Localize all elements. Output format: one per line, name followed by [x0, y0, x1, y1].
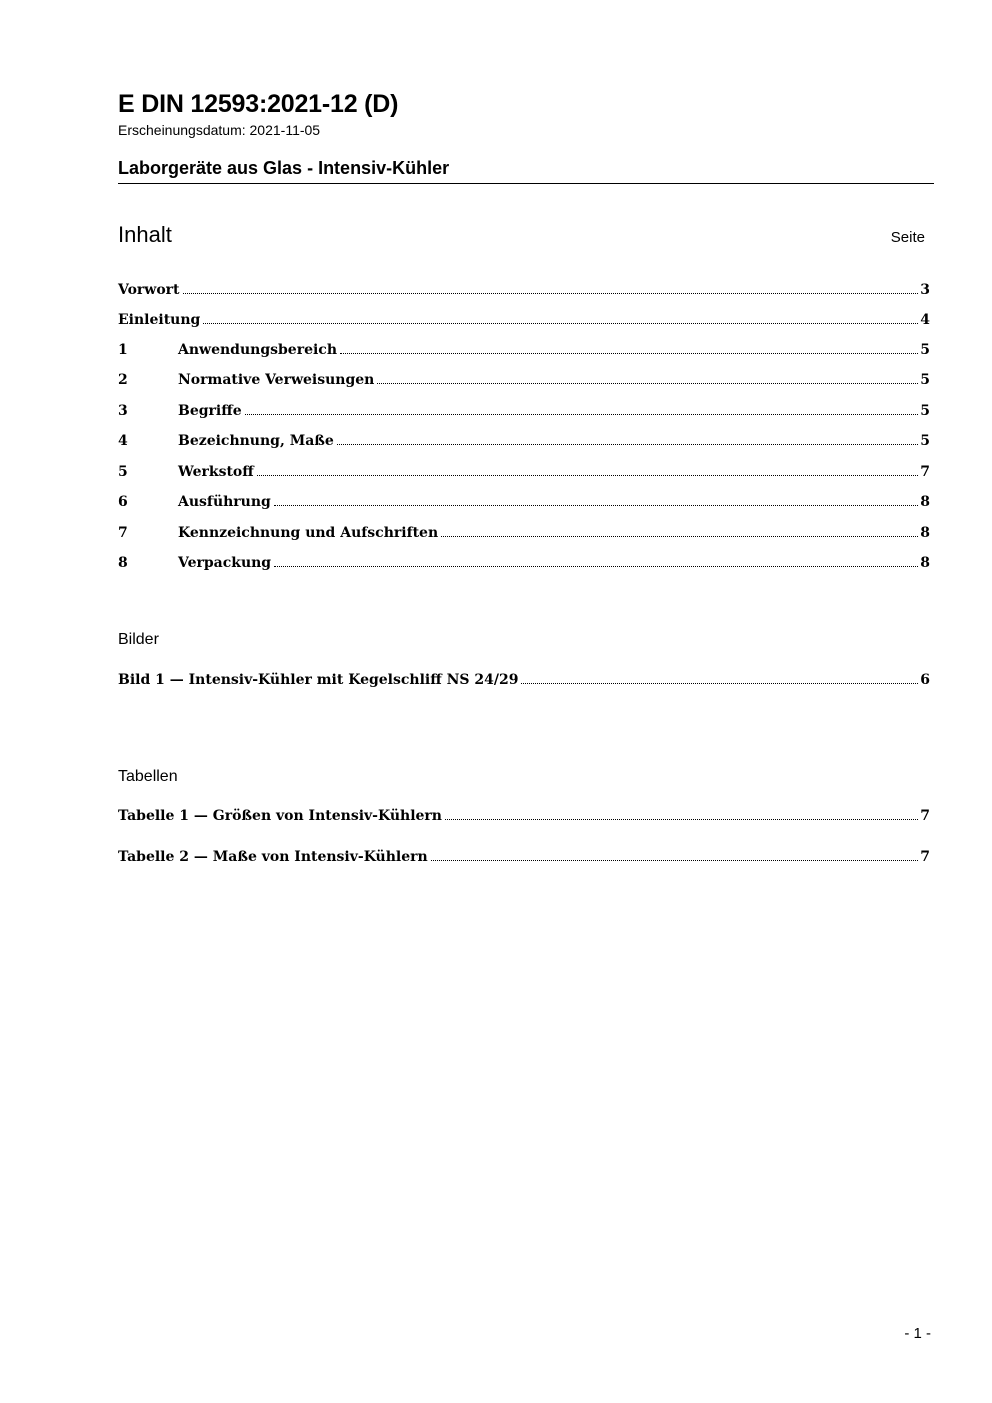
toc-entry-number: 8	[118, 555, 128, 571]
dot-leader	[257, 474, 919, 476]
toc-entry-page: 8	[920, 525, 930, 541]
toc-entry-page: 5	[920, 433, 930, 449]
page-column-label: Seite	[890, 229, 925, 246]
publication-date: Erscheinungsdatum: 2021-11-05	[118, 122, 321, 138]
table-entry-2[interactable]	[118, 848, 930, 866]
dot-leader	[445, 818, 918, 820]
dot-leader	[274, 565, 918, 567]
toc-entry-text: Normative Verweisungen	[178, 372, 375, 388]
footer-page-number: - 1 -	[904, 1325, 931, 1342]
toc-entry-text: Einleitung	[118, 312, 201, 328]
title-divider	[118, 183, 934, 184]
dot-leader	[377, 382, 918, 384]
dot-leader	[183, 292, 919, 294]
toc-entry-page: 5	[920, 342, 930, 358]
dot-leader	[245, 413, 919, 415]
toc-entry-5[interactable]	[118, 463, 930, 481]
dot-leader	[337, 443, 918, 445]
document-title: Laborgeräte aus Glas - Intensiv-Kühler	[118, 158, 450, 178]
toc-entry-text: Vorwort	[118, 282, 180, 298]
toc-entry-page: 7	[920, 464, 930, 480]
toc-entry-3[interactable]	[118, 402, 930, 420]
table-entry-page: 7	[920, 849, 930, 865]
toc-entry-number: 7	[118, 525, 128, 541]
toc-entry-number: 4	[118, 433, 128, 449]
toc-entry-7[interactable]	[118, 524, 930, 542]
toc-entry-number: 6	[118, 494, 128, 510]
toc-entry-vorwort[interactable]	[118, 281, 930, 299]
toc-entry-einleitung[interactable]	[118, 311, 930, 329]
table-entry-text: Tabelle 1 — Größen von Intensiv-Kühlern	[118, 808, 442, 824]
toc-entry-2[interactable]	[118, 371, 930, 389]
toc-entry-page: 8	[920, 555, 930, 571]
dot-leader	[521, 682, 918, 684]
toc-entry-text: Kennzeichnung und Aufschriften	[178, 525, 439, 541]
toc-entry-1[interactable]	[118, 341, 930, 359]
toc-entry-page: 8	[920, 494, 930, 510]
figures-heading: Bilder	[118, 631, 159, 648]
table-entry-1[interactable]	[118, 807, 930, 825]
toc-entry-number: 5	[118, 464, 128, 480]
figure-entry-text: Bild 1 — Intensiv-Kühler mit Kegelschliff NS 24/29	[118, 672, 519, 688]
dot-leader	[441, 535, 918, 537]
dot-leader	[203, 322, 918, 324]
toc-entry-number: 3	[118, 403, 128, 419]
dot-leader	[340, 352, 918, 354]
toc-entry-page: 5	[920, 403, 930, 419]
toc-entry-page: 3	[920, 282, 930, 298]
figure-entry-page: 6	[920, 672, 930, 688]
toc-entry-page: 4	[920, 312, 930, 328]
toc-entry-text: Anwendungsbereich	[178, 342, 337, 358]
toc-entry-number: 1	[118, 342, 128, 358]
toc-entry-text: Ausführung	[178, 494, 271, 510]
table-entry-page: 7	[920, 808, 930, 824]
tables-heading: Tabellen	[118, 768, 178, 785]
dot-leader	[431, 859, 919, 861]
toc-entry-8[interactable]	[118, 554, 930, 572]
figure-entry-1[interactable]	[118, 671, 930, 689]
toc-entry-4[interactable]	[118, 432, 930, 450]
toc-entry-text: Bezeichnung, Maße	[178, 433, 334, 449]
document-id: E DIN 12593:2021-12 (D)	[118, 90, 399, 118]
toc-entry-text: Verpackung	[178, 555, 272, 571]
toc-entry-text: Begriffe	[178, 403, 242, 419]
toc-entry-page: 5	[920, 372, 930, 388]
toc-entry-number: 2	[118, 372, 128, 388]
toc-entry-text: Werkstoff	[178, 464, 254, 480]
table-entry-text: Tabelle 2 — Maße von Intensiv-Kühlern	[118, 849, 428, 865]
toc-entry-6[interactable]	[118, 493, 930, 511]
toc-heading: Inhalt	[118, 222, 172, 247]
dot-leader	[274, 504, 918, 506]
